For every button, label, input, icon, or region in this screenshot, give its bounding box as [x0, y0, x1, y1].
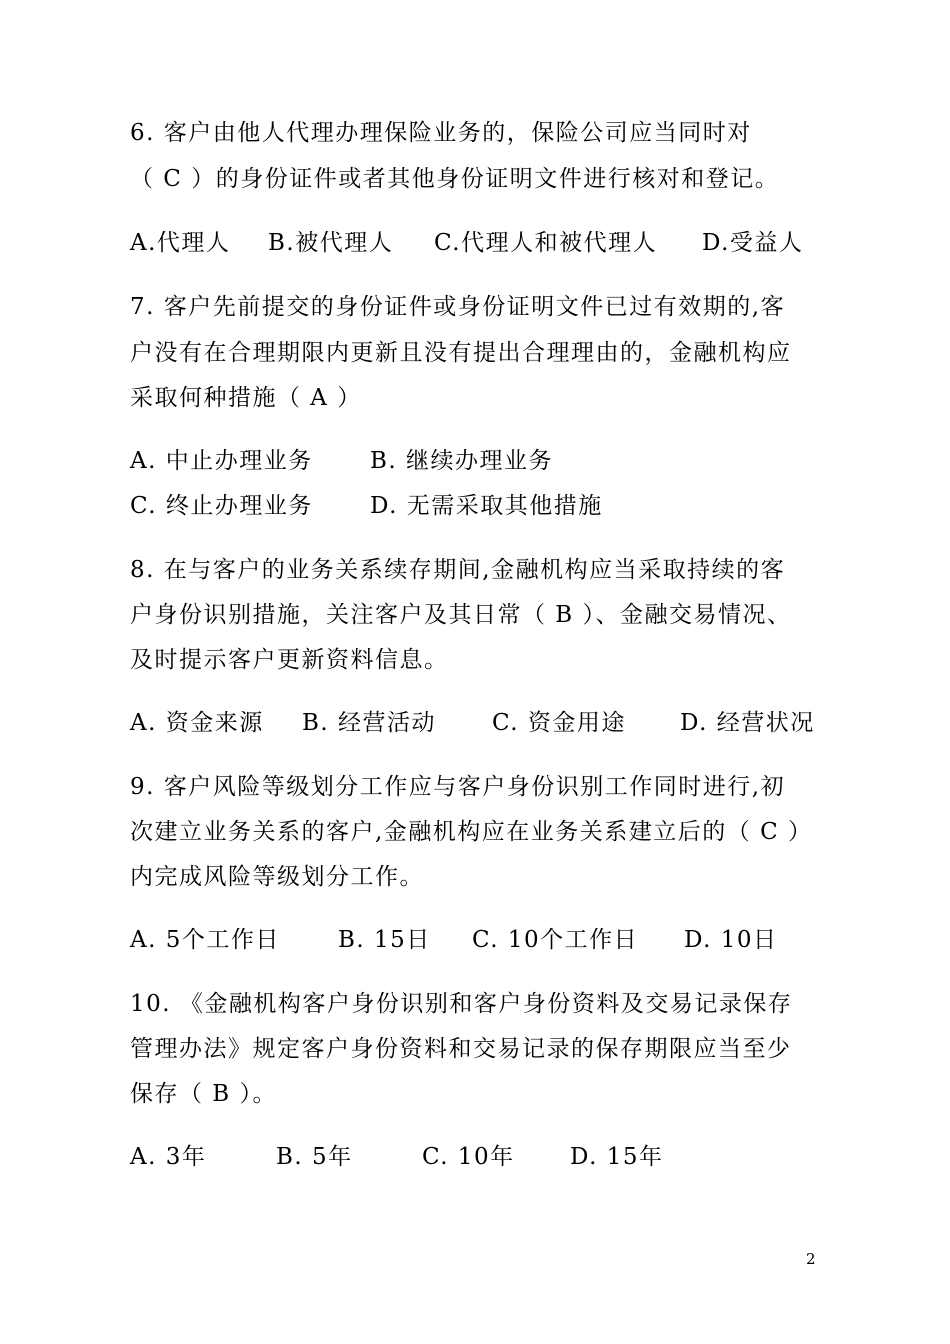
- question-10-line-3: 保存（ B ）。: [130, 1081, 278, 1107]
- question-6-option-b: B.被代理人: [268, 230, 394, 256]
- question-7-option-c: C. 终止办理业务: [130, 493, 313, 519]
- question-7-line-3: 采取何种措施（ A ）: [130, 385, 362, 411]
- question-9-line-1: 9. 客户风险等级划分工作应与客户身份识别工作同时进行,初: [130, 774, 786, 800]
- question-8-line-2: 户身份识别措施，关注客户及其日常（ B ）、金融交易情况、: [130, 602, 792, 628]
- question-10-option-c: C. 10年: [422, 1144, 515, 1170]
- question-10-option-a: A. 3年: [130, 1144, 207, 1170]
- question-8-line-3: 及时提示客户更新资料信息。: [130, 647, 449, 673]
- question-6-option-d: D.受益人: [702, 230, 804, 256]
- question-8-line-1: 8. 在与客户的业务关系续存期间,金融机构应当采取持续的客: [130, 557, 786, 583]
- page-number: 2: [806, 1250, 816, 1268]
- question-10-option-b: B. 5年: [276, 1144, 353, 1170]
- question-7-option-d: D. 无需采取其他措施: [370, 493, 603, 519]
- question-10-option-d: D. 15年: [570, 1144, 664, 1170]
- question-10-line-2: 管理办法》规定客户身份资料和交易记录的保存期限应当至少: [130, 1036, 792, 1062]
- question-9-option-a: A. 5个工作日: [130, 927, 280, 953]
- question-9-line-3: 内完成风险等级划分工作。: [130, 864, 424, 890]
- question-7-option-b: B. 继续办理业务: [370, 448, 554, 474]
- question-6-option-c: C.代理人和被代理人: [434, 230, 658, 256]
- question-8-option-a: A. 资金来源: [130, 710, 264, 736]
- question-6-option-a: A.代理人: [130, 230, 231, 256]
- question-10-line-1: 10. 《金融机构客户身份识别和客户身份资料及交易记录保存: [130, 991, 793, 1017]
- question-7-option-a: A. 中止办理业务: [130, 448, 313, 474]
- question-6-line-2: （ C ）的身份证件或者其他身份证明文件进行核对和登记。: [130, 166, 780, 192]
- question-7-line-1: 7. 客户先前提交的身份证件或身份证明文件已过有效期的,客: [130, 294, 786, 320]
- question-8-option-b: B. 经营活动: [302, 710, 437, 736]
- question-8-option-c: C. 资金用途: [492, 710, 626, 736]
- question-9-option-d: D. 10日: [684, 927, 778, 953]
- question-9-option-c: C. 10个工作日: [472, 927, 639, 953]
- question-7-line-2: 户没有在合理期限内更新且没有提出合理理由的，金融机构应: [130, 340, 792, 366]
- question-8-option-d: D. 经营状况: [680, 710, 815, 736]
- question-9-line-2: 次建立业务关系的客户,金融机构应在业务关系建立后的（ C ）: [130, 819, 813, 845]
- question-9-option-b: B. 15日: [338, 927, 431, 953]
- question-6-line-1: 6. 客户由他人代理办理保险业务的，保险公司应当同时对: [130, 120, 752, 146]
